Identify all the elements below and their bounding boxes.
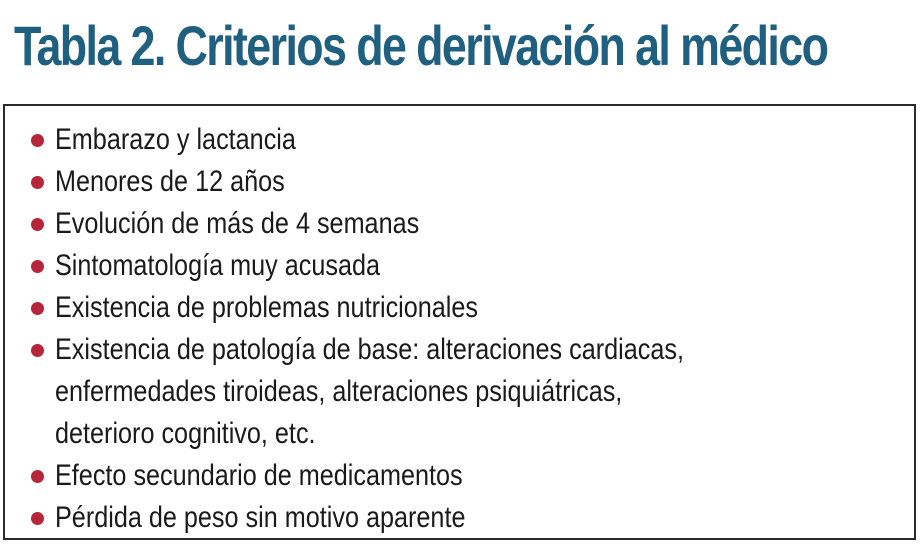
list-item-text: Menores de 12 años xyxy=(55,165,285,198)
bullet-icon xyxy=(31,287,55,329)
bullet-icon xyxy=(31,203,55,245)
list-item xyxy=(31,203,911,245)
list-item-text: Embarazo y lactancia xyxy=(55,123,296,156)
bullet-icon xyxy=(31,329,55,371)
bullet-icon xyxy=(31,245,55,287)
bullet-icon xyxy=(31,119,55,161)
list-item xyxy=(31,455,911,497)
list-item-text: Pérdida de peso sin motivo aparente xyxy=(55,501,466,534)
list-item-text: Evolución de más de 4 semanas xyxy=(55,207,420,240)
table-title: Tabla 2. Criterios de derivación al médico xyxy=(14,14,828,77)
criteria-list xyxy=(31,119,911,539)
list-item xyxy=(31,245,911,287)
list-item-text xyxy=(55,329,684,455)
list-item xyxy=(31,329,911,455)
list-item xyxy=(31,119,911,161)
list-item xyxy=(31,497,911,539)
bullet-icon xyxy=(31,455,55,497)
list-item-text: Existencia de problemas nutricionales xyxy=(55,291,479,324)
bullet-icon xyxy=(31,497,55,539)
list-item-line: Existencia de patología de base: alteraciones cardiacas, xyxy=(55,333,685,366)
list-item xyxy=(31,161,911,203)
list-item-text: Efecto secundario de medicamentos xyxy=(55,459,463,492)
criteria-box xyxy=(3,104,916,540)
list-item xyxy=(31,287,911,329)
list-item-text: Sintomatología muy acusada xyxy=(55,249,381,282)
bullet-icon xyxy=(31,161,55,203)
list-item-line: deterioro cognitivo, etc. xyxy=(55,417,316,450)
list-item-line: enfermedades tiroideas, alteraciones psiquiátricas, xyxy=(55,375,623,408)
